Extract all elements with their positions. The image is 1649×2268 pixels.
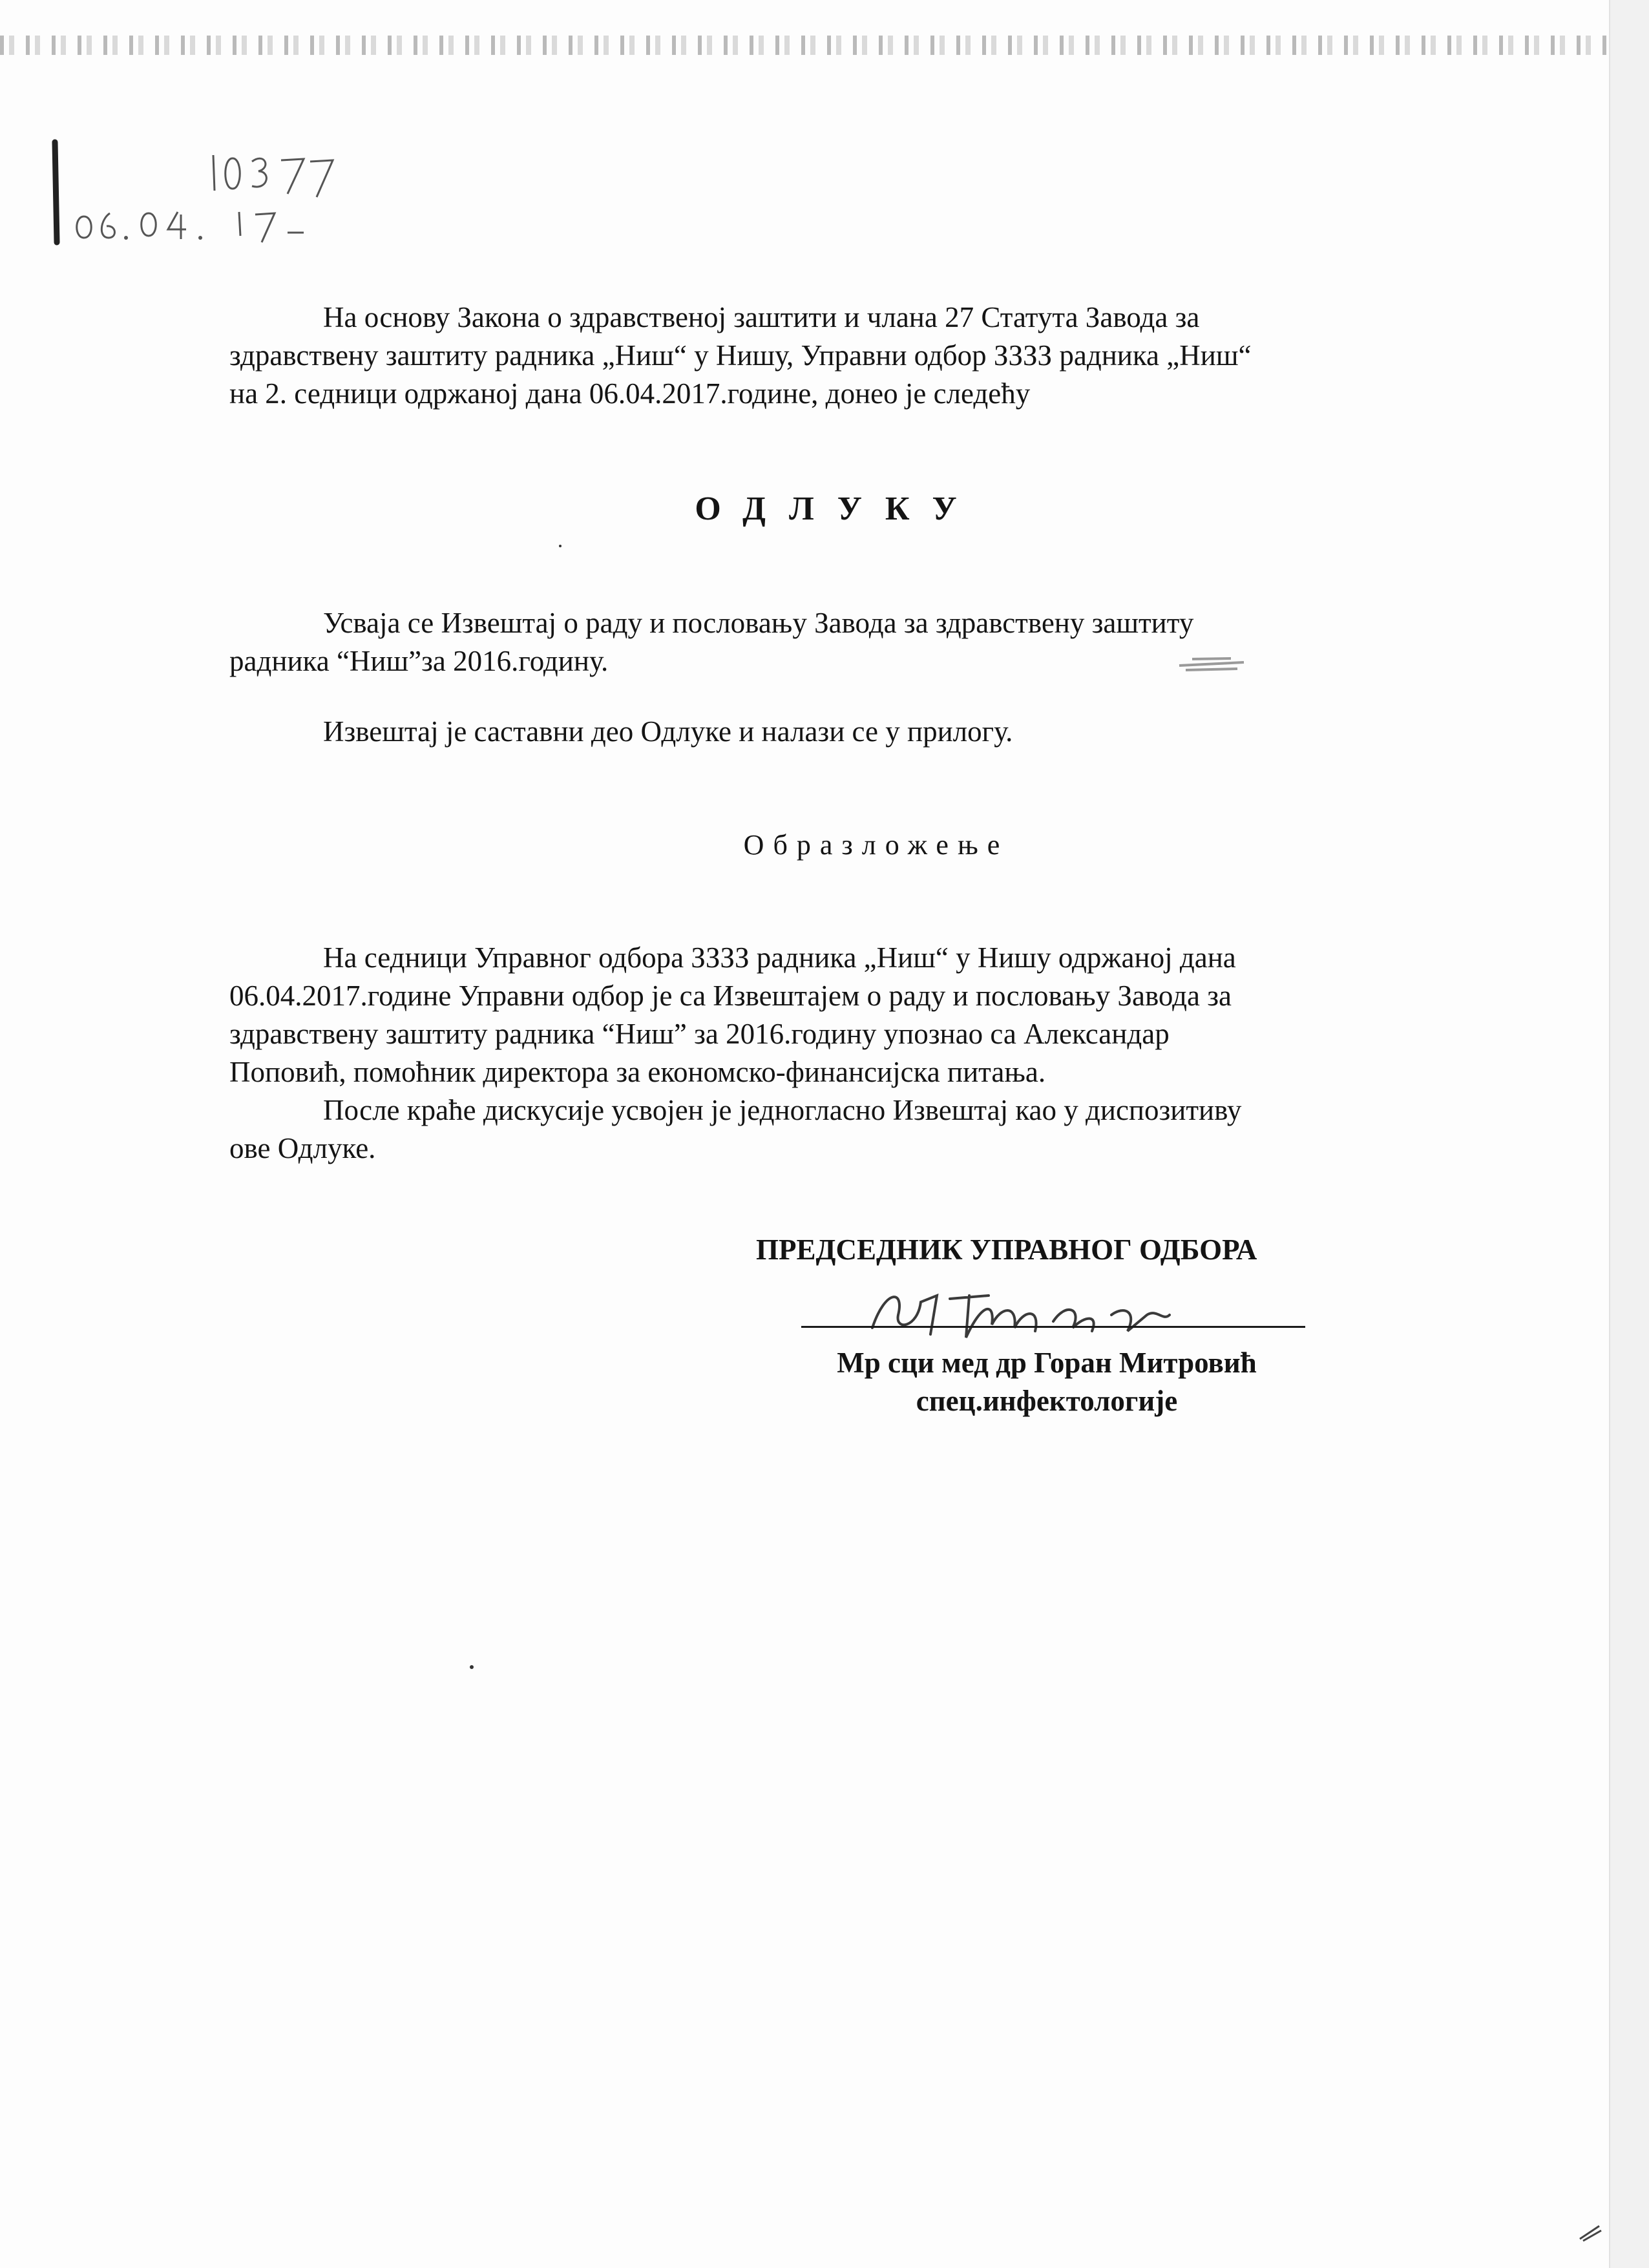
reasoning-line-4: Поповић, помоћник директора за економско-финансијска питања.: [229, 1056, 1046, 1088]
intro-line-1: На основу Закона о здравственој заштити и члана 27 Статута Завода за: [323, 301, 1200, 333]
handwritten-registration: [39, 129, 439, 258]
scanner-noise-top: [0, 36, 1615, 55]
intro-line-2: здравствену заштиту радника „Ниш“ у Нишу, Управни одбор ЗЗЗЗ радника „Ниш“: [229, 339, 1252, 372]
reasoning-title: Образложење: [743, 829, 1009, 861]
reasoning-line-2: 06.04.2017.године Управни одбор је са Извештајем о раду и пословању Завода за: [229, 980, 1232, 1012]
signatory-name-block: [756, 1344, 1338, 1420]
signatory-specialty: спец.инфектологије: [916, 1385, 1178, 1417]
reasoning-paragraph: [229, 939, 1399, 1168]
intro-paragraph: [229, 299, 1399, 413]
decision-title: ОДЛУКУ: [695, 490, 980, 527]
decision-line-2: радника “Ниш”за 2016.годину.: [229, 645, 609, 677]
reasoning-line-6: ове Одлуке.: [229, 1132, 376, 1164]
signatory-role: ПРЕДСЕДНИК УПРАВНОГ ОДБОРА: [756, 1234, 1257, 1266]
scan-margin: [1610, 0, 1649, 2268]
signatory-name: Мр сци мед др Горан Митровић: [837, 1347, 1257, 1379]
attachment-paragraph: [229, 713, 1399, 751]
stray-mark: [470, 1665, 474, 1669]
corner-scan-mark: [1577, 2223, 1602, 2242]
handwritten-signature: [859, 1276, 1221, 1347]
ink-smudge: [1173, 649, 1250, 682]
intro-line-3: на 2. седници одржаној дана 06.04.2017.године, донео је следећу: [229, 377, 1031, 410]
signature-line: [801, 1326, 1305, 1328]
reasoning-line-1: На седници Управног одбора ЗЗЗЗ радника „Ниш“ у Нишу одржаној дана: [323, 941, 1236, 974]
decision-line-1: Усваја се Извештај о раду и пословању Завода за здравствену заштиту: [323, 607, 1194, 639]
stray-mark: [559, 545, 562, 547]
reasoning-line-5: После краће дискусије усвојен је једногласно Извештај као у диспозитиву: [323, 1094, 1242, 1126]
reasoning-line-3: здравствену заштиту радника “Ниш” за 2016.годину упознао са Александар: [229, 1018, 1170, 1050]
attachment-line: Извештај је саставни део Одлуке и налази се у прилогу.: [323, 715, 1013, 748]
